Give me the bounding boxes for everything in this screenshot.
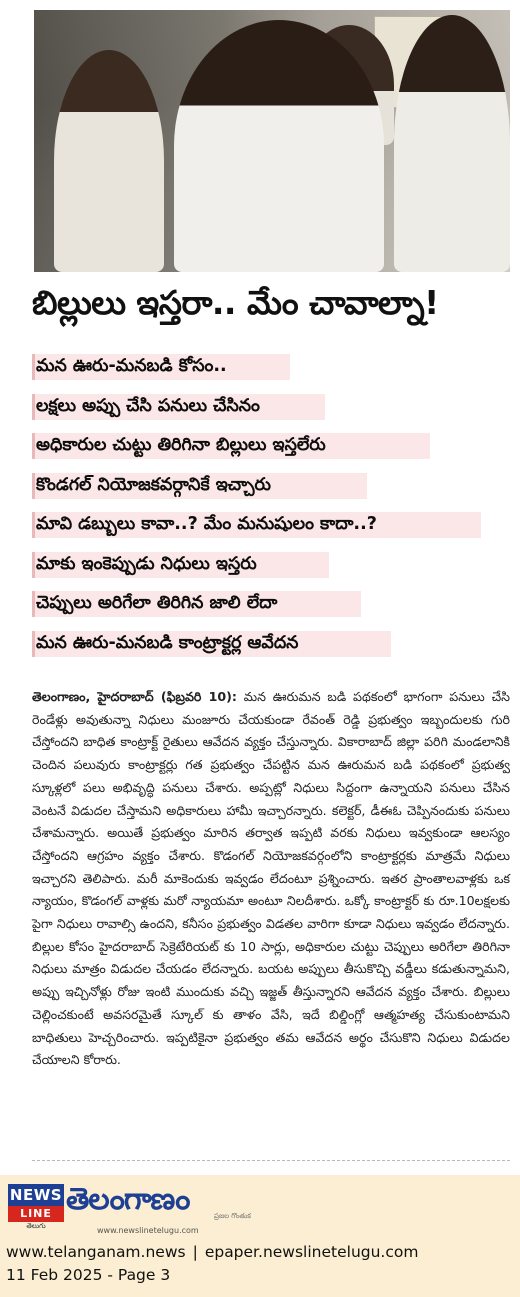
newsline-logo-top: NEWS [9, 1186, 63, 1204]
news-photo [34, 10, 510, 272]
telanganam-url: www.newslinetelugu.com [97, 1226, 199, 1235]
subhead: చెప్పులు అరిగేలా తిరిగిన జాలి లేదా [32, 587, 377, 620]
photo-person-right [394, 15, 510, 272]
edition-date-page: 11 Feb 2025 - Page 3 [6, 1266, 171, 1284]
subhead: అధికారుల చుట్టు తిరిగినా బిల్లులు ఇస్తలేరు [32, 429, 377, 462]
subhead: మావి డబ్బులు కావా..? మేం మనుషులం కాదా..? [32, 508, 377, 541]
subhead: మాకు ఇంకెప్పుడు నిధులు ఇస్తరు [32, 548, 377, 581]
subheads-list [32, 350, 377, 666]
telanganam-logo-text: తెలంగాణం [66, 1182, 190, 1217]
article-dateline: తెలంగాణం, హైదరాబాద్ (ఫిబ్రవరి 10): [32, 689, 237, 704]
subhead: మన ఊరు-మనబడి కాంట్రాక్టర్ల ఆవేదన [32, 627, 377, 660]
article-text: మన ఊరుమన బడి పథకంలో భాగంగా పనులు చేసి రెండేళ్లు అవుతున్నా నిధులు మంజూరు చేయకుండా రేవంత్ రెడ్డి ప్రభుత్వం ఇబ్బందులకు గురి చేస్తోందని బాధిత కాంట్రాక్ట్ రైతులు ఆవేదన వ్యక్తం చేస్తున్నారు. వికారాబాద్ జిల్లా పరిగి మండలానికి చెందిన పలువురు కాంట్రాక్టర్లు గత ప్రభుత్వం చేపట్టిన మన ఊరుమన బడి పథకంలో ప్రభుత్వ స్కూళ్లలో పలు అభివృద్ధి పనులు చేశారు. అప్పట్లో నిధులు సిద్దంగా ఉన్నాయని పనులు చేసిన వెంటనే విడుదల చేస్తామని అధికారులు హామీ ఇచ్చారన్నారు. కలెక్టర్, డీఈఓ చెప్పినందుకు పనులు చేశామన్నారు. అయితే ప్రభుత్వం మారిన తర్వాత ఇప్పటి వరకు నిధులు ఇవ్వకుండా ఆలస్యం చేస్తోందని ఆగ్రహం వ్యక్తం చేశారు. కొడంగల్ నియోజకవర్గంలోని కాంట్రాక్టర్లకు మాత్రమే నిధులు ఇచ్చారని తెలిపారు. మరీ మాకెందుకు ఇవ్వడం లేదంటూ ప్రశ్నించారు. ఇతర ప్రాంతాలవాళ్లకు ఒక న్యాయం, కొడంగల్ వాళ్లకు మరో న్యాయమా అంటూ నిలదీశారు. ఒక్కో కాంట్రాక్టర్ కు రూ.10లక్షలకు పైగా నిధులు రావాల్సి ఉందని, కనీసం ప్రభుత్వం విడతల వారిగా కూడా నిధులు ఇవ్వడం లేదన్నారు. బిల్లుల కోసం హైదరాబాద్ సెక్రెటేరియట్ కు 10 సార్లు, అధికారుల చుట్టు చెప్పులు అరిగేలా తిరిగినా నిధులు మాత్రం విడుదల చేయడం లేదన్నారు. బయట అప్పులు తీసుకొచ్చి వడ్డీలు కడుతున్నామని, అప్పు ఇచ్చినోళ్లు రోజు ఇంటి ముందుకు వచ్చి ఇజ్జత్ తీస్తున్నారని ఆవేదన వ్యక్తం చేశారు. బిల్లులు చెల్లించకుంటే అవసరమైతే స్కూల్ కు తాళం వేసి, ఇదే బిల్డింగ్లో ఆత్మహత్య చేసుకుంటామని బాధితులు హెచ్చరించారు. ఇప్పటికైనా ప్రభుత్వం తమ ఆవేదన అర్థం చేసుకొని నిధులు విడుదల చేయాలని కోరారు. [32, 689, 510, 1068]
footer-divider [32, 1160, 510, 1161]
subhead: మన ఊరు-మనబడి కోసం.. [32, 350, 377, 383]
headline: బిల్లులు ఇస్తరా.. మేం చావాల్నా! [32, 283, 439, 322]
newsline-logo-tagline: తెలుగు [26, 1222, 46, 1230]
photo-person-center [174, 20, 384, 272]
article-body [32, 686, 510, 1072]
subhead: లక్షలు అప్పు చేసి పనులు చేసినం [32, 390, 377, 423]
subhead: కొండగల్ నియోజకవర్గానికే ఇచ్చారు [32, 469, 377, 502]
site-link-epaper[interactable]: epaper.newslinetelugu.com [204, 1243, 419, 1261]
newsline-logo-bottom: LINE [8, 1206, 64, 1222]
newsline-logo [8, 1184, 64, 1228]
site-links [6, 1242, 418, 1262]
site-link-telanganam[interactable]: www.telanganam.news [6, 1243, 186, 1261]
telanganam-tagline: ప్రజల గొంతుక [214, 1212, 251, 1220]
site-link-separator: | [192, 1243, 198, 1261]
photo-person-left [54, 50, 164, 272]
